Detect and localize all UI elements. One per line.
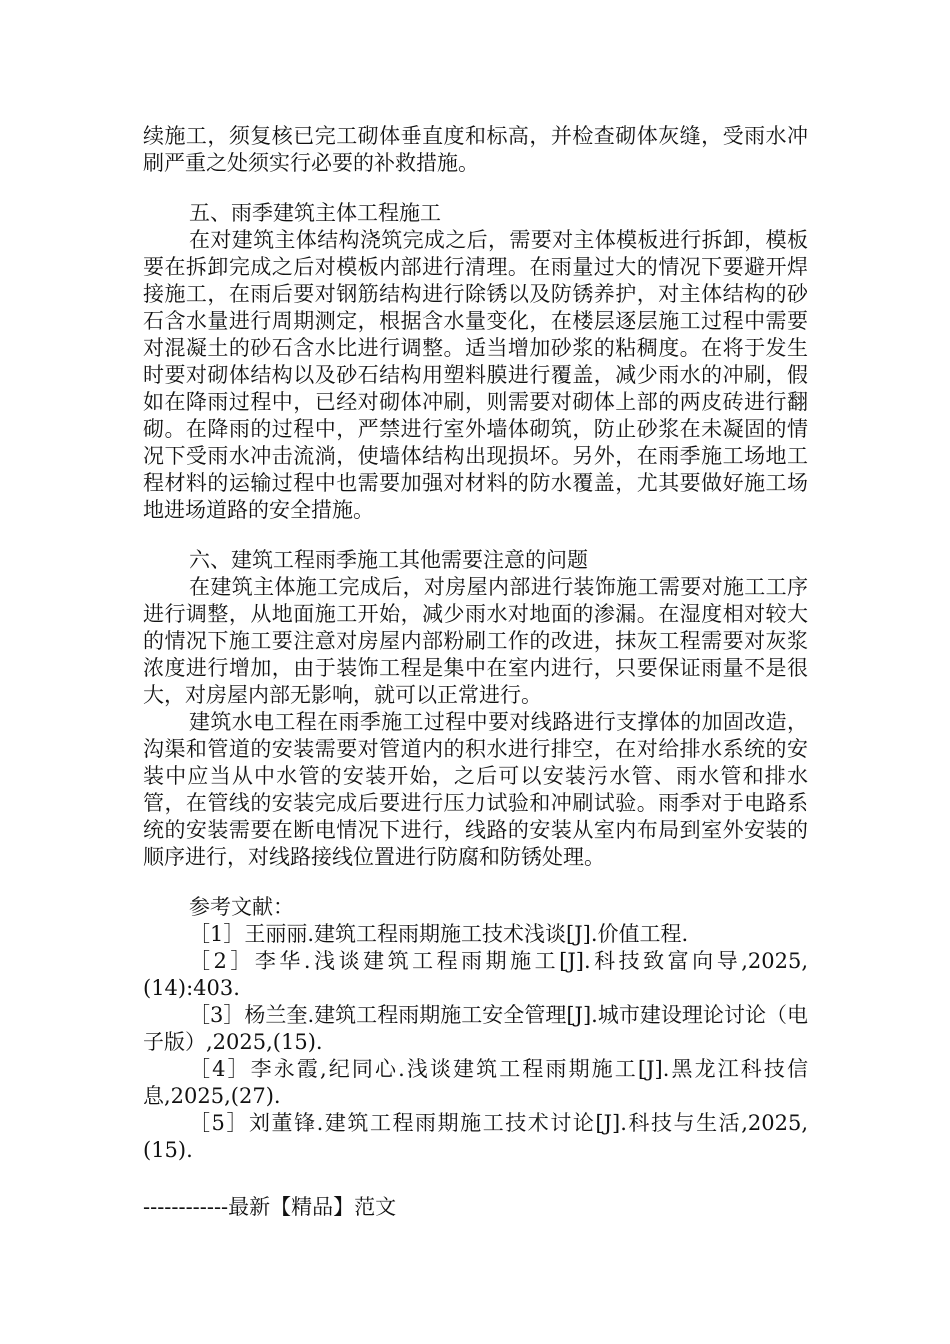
spacer — [143, 871, 808, 894]
references — [143, 894, 808, 1164]
spacer — [143, 524, 808, 547]
opening-paragraph: 续施工，须复核已完工砌体垂直度和标高，并检查砌体灰缝，受雨水冲刷严重之处须实行必要的补救措施。 — [143, 124, 808, 175]
document-body — [143, 123, 808, 1164]
reference-item-3: ［3］杨兰奎.建筑工程雨期施工安全管理[J].城市建设理论讨论（电子版）,2025,(15). — [143, 1003, 808, 1054]
page-footer: ------------最新【精品】范文 — [143, 1195, 397, 1219]
section-6-heading: 六、建筑工程雨季施工其他需要注意的问题 — [189, 548, 588, 572]
section-5-paragraph-1: 在对建筑主体结构浇筑完成之后，需要对主体模板进行拆卸，模板要在拆卸完成之后对模板内部进行清理。在雨量过大的情况下要避开焊接施工，在雨后要对钢筋结构进行除锈以及防锈养护，对主体结构的砂石含水量进行周期测定，根据含水量变化，在楼层逐层施工过程中需要对混凝土的砂石含水比进行调整。适当增加砂浆的粘稠度。在将于发生时要对砌体结构以及砂石结构用塑料膜进行覆盖，减少雨水的冲刷，假如在降雨过程中，已经对砌体冲刷，则需要对砌体上部的两皮砖进行翻砌。在降雨的过程中，严禁进行室外墙体砌筑，防止砂浆在未凝固的情况下受雨水冲击流淌，使墙体结构出现损坏。另外，在雨季施工场地工程材料的运输过程中也需要加强对材料的防水覆盖，尤其要做好施工场地进场道路的安全措施。 — [143, 228, 808, 522]
section-6-paragraph-1: 在建筑主体施工完成后，对房屋内部进行装饰施工需要对施工工序进行调整，从地面施工开始，减少雨水对地面的渗漏。在湿度相对较大的情况下施工要注意对房屋内部粉刷工作的改进，抹灰工程需要对灰浆浓度进行增加，由于装饰工程是集中在室内进行，只要保证雨量不是很大，对房屋内部无影响，就可以正常进行。 — [143, 575, 808, 707]
spacer — [143, 177, 808, 200]
section-5-heading: 五、雨季建筑主体工程施工 — [189, 201, 441, 225]
references-heading: 参考文献： — [189, 895, 294, 919]
reference-item-1: ［1］王丽丽.建筑工程雨期施工技术浅谈[J].价值工程. — [189, 922, 689, 946]
reference-item-4: ［4］李永霞,纪同心.浅谈建筑工程雨期施工[J].黑龙江科技信息,2025,(27). — [143, 1057, 808, 1108]
reference-item-5: ［5］刘董锋.建筑工程雨期施工技术讨论[J].科技与生活,2025,(15). — [143, 1111, 808, 1162]
section-6-paragraph-2: 建筑水电工程在雨季施工过程中要对线路进行支撑体的加固改造，沟渠和管道的安装需要对管道内的积水进行排空，在对给排水系统的安装中应当从中水管的安装开始，之后可以安装污水管、雨水管和排水管，在管线的安装完成后要进行压力试验和冲刷试验。雨季对于电路系统的安装需要在断电情况下进行，线路的安装从室内布局到室外安装的顺序进行，对线路接线位置进行防腐和防锈处理。 — [143, 710, 808, 869]
reference-item-2: ［2］李华.浅谈建筑工程雨期施工[J].科技致富向导,2025,(14):403. — [143, 949, 808, 1000]
